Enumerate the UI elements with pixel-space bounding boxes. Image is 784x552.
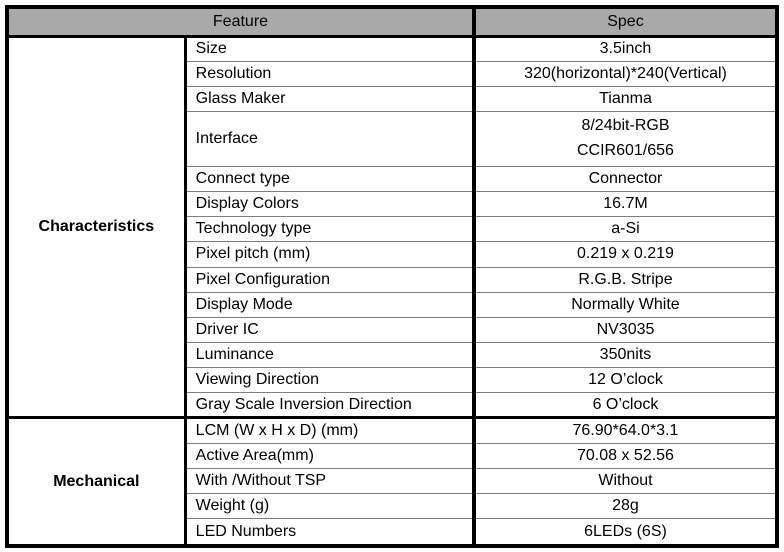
feature-cell: Connect type — [185, 166, 474, 191]
feature-cell: Gray Scale Inversion Direction — [185, 393, 474, 418]
spec-cell: Without — [474, 468, 775, 493]
feature-cell: Viewing Direction — [185, 368, 474, 393]
header-row — [9, 9, 775, 36]
spec-cell: 3.5inch — [474, 36, 775, 61]
spec-cell: Tianma — [474, 86, 775, 111]
feature-cell: Size — [185, 36, 474, 61]
spec-cell: 6 O’clock — [474, 393, 775, 418]
spec-line: CCIR601/656 — [577, 141, 674, 159]
table-row — [9, 36, 775, 61]
spec-cell: 28g — [474, 493, 775, 518]
spec-cell: Normally White — [474, 292, 775, 317]
feature-cell: Luminance — [185, 343, 474, 368]
feature-cell: Pixel Configuration — [185, 267, 474, 292]
feature-cell: Glass Maker — [185, 86, 474, 111]
spec-table-frame — [5, 5, 779, 548]
feature-cell: Display Mode — [185, 292, 474, 317]
column-header-feature: Feature — [9, 9, 474, 36]
feature-cell: Pixel pitch (mm) — [185, 242, 474, 267]
spec-cell: Connector — [474, 166, 775, 191]
feature-cell: Resolution — [185, 61, 474, 86]
spec-cell: 350nits — [474, 343, 775, 368]
spec-line: 8/24bit-RGB — [581, 117, 670, 135]
table-header — [9, 9, 775, 36]
spec-cell: a-Si — [474, 217, 775, 242]
spec-cell: R.G.B. Stripe — [474, 267, 775, 292]
spec-cell: 320(horizontal)*240(Vertical) — [474, 61, 775, 86]
spec-cell: 12 O’clock — [474, 368, 775, 393]
table-row — [9, 418, 775, 443]
feature-cell: Driver IC — [185, 317, 474, 342]
spec-table — [9, 9, 775, 544]
section-label-cell: Characteristics — [9, 36, 185, 418]
spec-cell: 70.08 x 52.56 — [474, 443, 775, 468]
feature-cell: Technology type — [185, 217, 474, 242]
feature-cell: Weight (g) — [185, 493, 474, 518]
spec-cell: 0.219 x 0.219 — [474, 242, 775, 267]
feature-cell: LCM (W x H x D) (mm) — [185, 418, 474, 443]
spec-cell: NV3035 — [474, 317, 775, 342]
table-body — [9, 36, 775, 544]
section-label-cell: Mechanical — [9, 418, 185, 544]
feature-cell: Active Area(mm) — [185, 443, 474, 468]
feature-cell: With /Without TSP — [185, 468, 474, 493]
column-header-spec: Spec — [474, 9, 775, 36]
spec-cell — [474, 111, 775, 166]
spec-cell: 76.90*64.0*3.1 — [474, 418, 775, 443]
feature-cell: Interface — [185, 111, 474, 166]
feature-cell: Display Colors — [185, 192, 474, 217]
spec-cell: 6LEDs (6S) — [474, 519, 775, 544]
spec-cell: 16.7M — [474, 192, 775, 217]
feature-cell: LED Numbers — [185, 519, 474, 544]
